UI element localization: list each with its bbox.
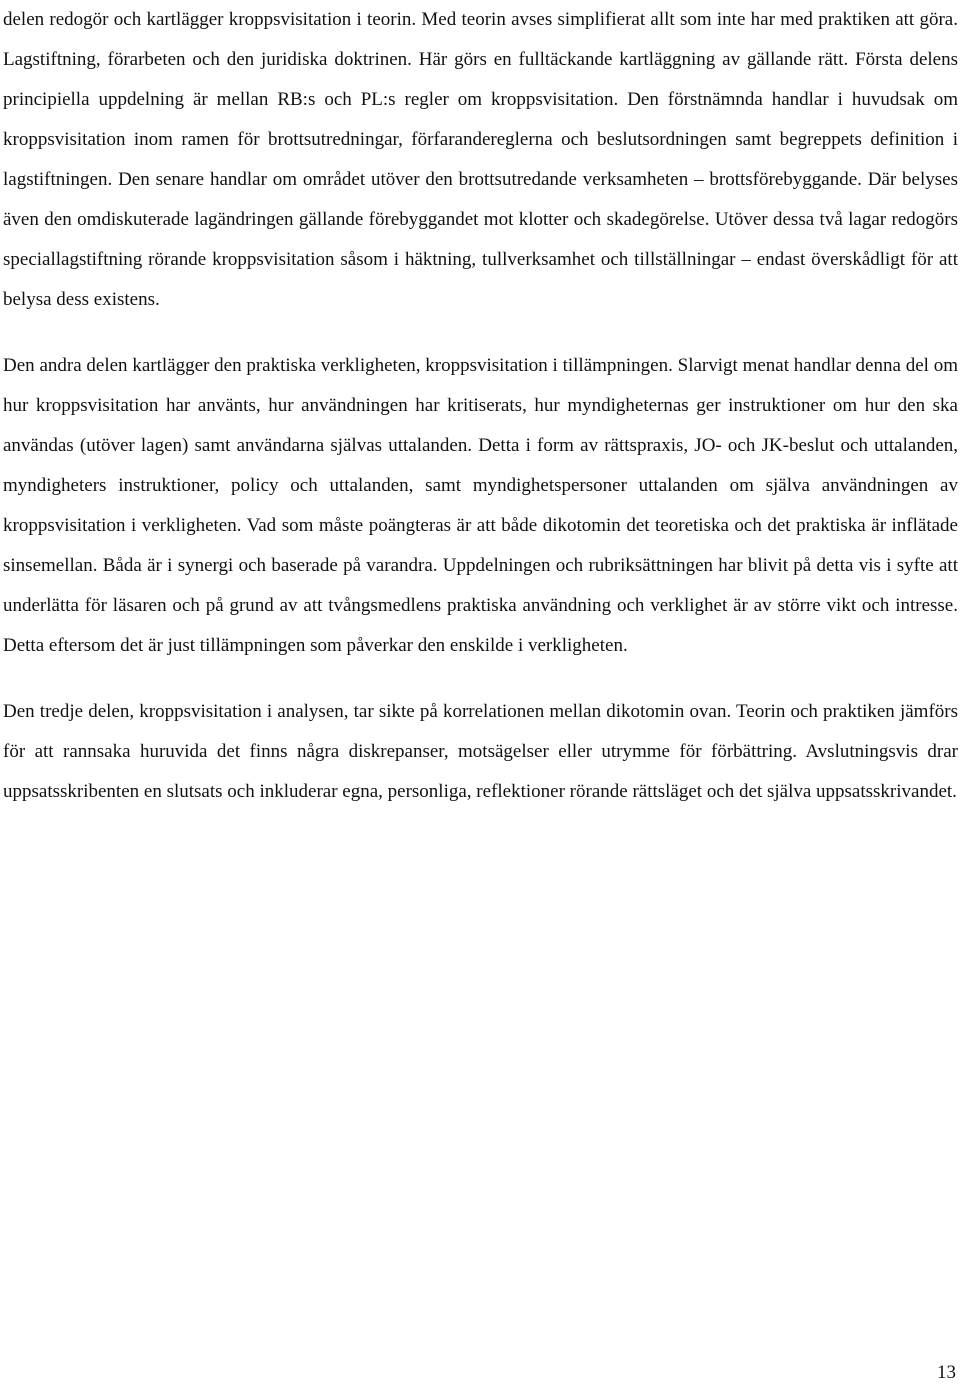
- document-body: [3, 0, 958, 812]
- paragraph-analysis-part: Den tredje delen, kroppsvisitation i analysen, tar sikte på korrelationen mellan dikotomin ovan. Teorin och praktiken jämförs för att rannsaka huruvida det finns några diskrepanser, motsägelser eller utrymme för förbättring. Avslutningsvis drar uppsatsskribenten en slutsats och inkluderar egna, personliga, reflektioner rörande rättsläget och det själva uppsatsskrivandet.: [3, 701, 958, 802]
- paragraph-theory-part: delen redogör och kartlägger kroppsvisitation i teorin. Med teorin avses simplifierat allt som inte har med praktiken att göra. Lagstiftning, förarbeten och den juridiska doktrinen. Här görs en fulltäckande kartläggning av gällande rätt. Första delens principiella uppdelning är mellan RB:s och PL:s regler om kroppsvisitation. Den förstnämnda handlar i huvudsak om kroppsvisitation inom ramen för brottsutredningar, förfarandereglerna och beslutsordningen samt begreppets definition i lagstiftningen. Den senare handlar om området utöver den brottsutredande verksamheten – brottsförebyggande. Där belyses även den omdiskuterade lagändringen gällande förebyggandet mot klotter och skadegörelse. Utöver dessa två lagar redogörs speciallagstiftning rörande kroppsvisitation såsom i häktning, tullverksamhet och tillställningar – endast överskådligt för att belysa dess existens.: [3, 9, 958, 310]
- paragraph-practice-part: Den andra delen kartlägger den praktiska verkligheten, kroppsvisitation i tillämpningen. Slarvigt menat handlar denna del om hur kroppsvisitation har använts, hur användningen har kritiserats, hur myndigheternas ger instruktioner om hur den ska användas (utöver lagen) samt användarna självas uttalanden. Detta i form av rättspraxis, JO- och JK-beslut och uttalanden, myndigheters instruktioner, policy och uttalanden, samt myndighetspersoner uttalanden om själva användningen av kroppsvisitation i verkligheten. Vad som måste poängteras är att både dikotomin det teoretiska och det praktiska är inflätade sinsemellan. Båda är i synergi och baserade på varandra. Uppdelningen och rubriksättningen har blivit på detta vis i syfte att underlätta för läsaren och på grund av att tvångsmedlens praktiska användning och verklighet är av större vikt och intresse. Detta eftersom det är just tillämpningen som påverkar den enskilde i verkligheten.: [3, 355, 958, 656]
- page-number: 13: [937, 1362, 956, 1383]
